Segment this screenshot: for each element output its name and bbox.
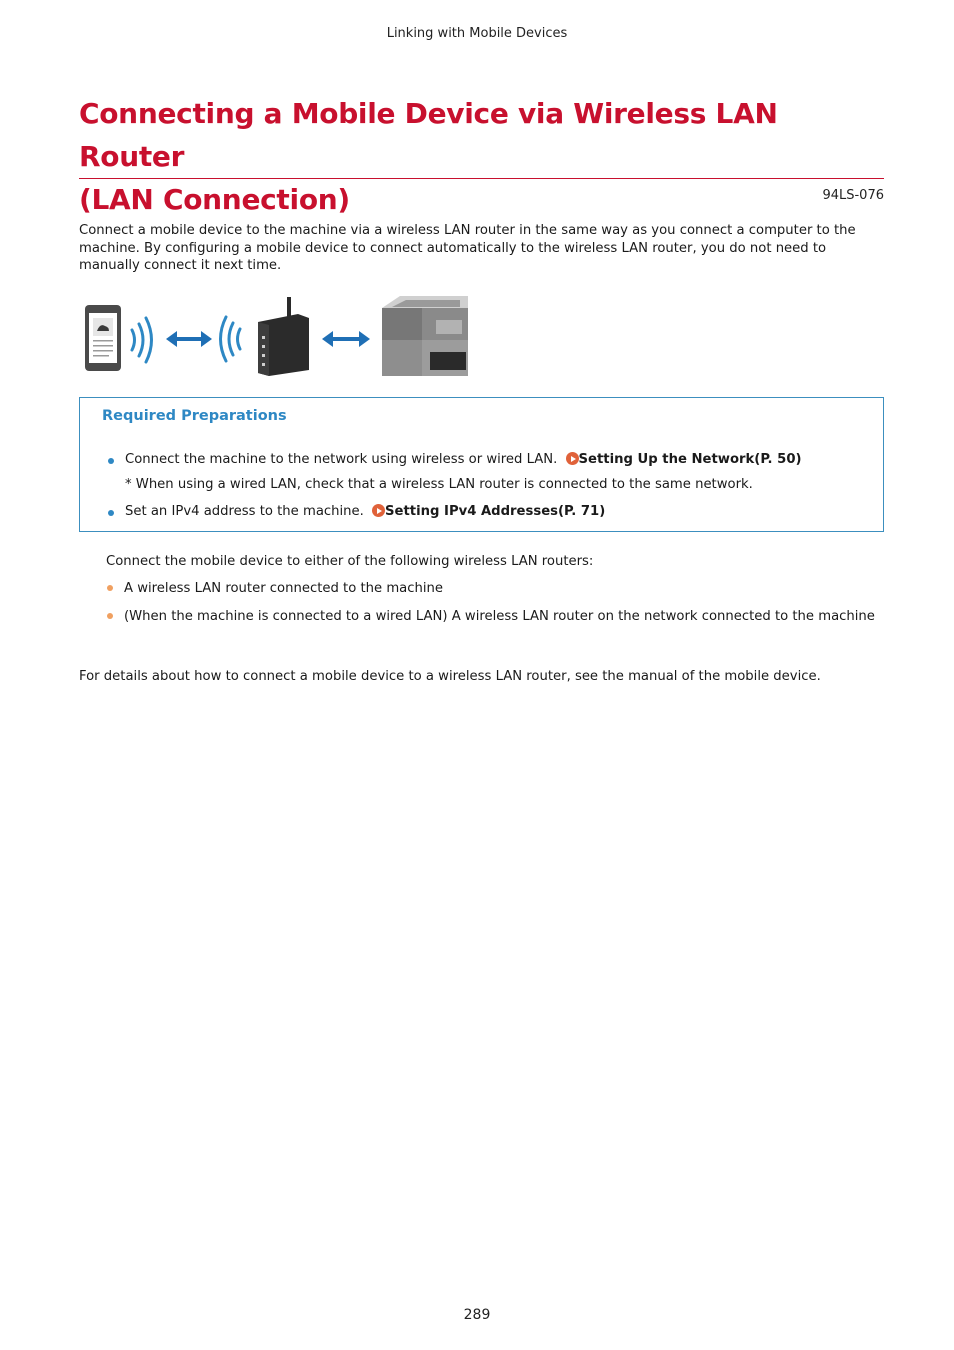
preparation-item [125, 451, 802, 469]
bullet-icon [107, 613, 113, 619]
page-title-line-2: (LAN Connection) [79, 183, 350, 216]
required-preparations-box [79, 397, 884, 532]
router-list-item [124, 606, 881, 627]
double-arrow-left-icon [166, 331, 212, 347]
bullet-icon [108, 458, 114, 464]
link-setting-up-network[interactable]: Setting Up the Network(P. 50) [578, 452, 802, 467]
link-arrow-icon[interactable] [566, 452, 579, 465]
title-divider [79, 178, 884, 179]
bullet-icon [107, 585, 113, 591]
routers-lead-text: Connect the mobile device to either of the following wireless LAN routers: [106, 554, 594, 569]
bullet-icon [108, 510, 114, 516]
printer-icon [382, 296, 468, 376]
preparation-item-text: Connect the machine to the network using wireless or wired LAN. [125, 452, 558, 467]
page-number: 289 [463, 1307, 491, 1323]
connection-diagram [80, 294, 474, 380]
router-list-item [124, 578, 881, 599]
smartphone-icon [85, 305, 121, 371]
required-preparations-title: Required Preparations [102, 408, 287, 424]
page-title [79, 92, 884, 221]
preparation-note: * When using a wired LAN, check that a wireless LAN router is connected to the same network. [125, 477, 753, 492]
router-wifi-waves-icon [221, 317, 241, 361]
document-code: 94LS-076 [822, 188, 884, 203]
double-arrow-right-icon [322, 331, 370, 347]
preparation-item-text: Set an IPv4 address to the machine. [125, 504, 364, 519]
footer-note: For details about how to connect a mobile device to a wireless LAN router, see the manual of the mobile device. [79, 669, 821, 684]
phone-wifi-waves-icon [132, 318, 152, 362]
preparation-item [125, 503, 605, 521]
link-arrow-icon[interactable] [372, 504, 385, 517]
router-list-item-text: (When the machine is connected to a wired LAN) A wireless LAN router on the network connected to the machine [124, 609, 875, 624]
running-header: Linking with Mobile Devices [386, 26, 568, 41]
link-setting-ipv4-addresses[interactable]: Setting IPv4 Addresses(P. 71) [385, 504, 606, 519]
wireless-router-icon [258, 297, 309, 376]
page-title-line-1: Connecting a Mobile Device via Wireless LAN Router [79, 97, 778, 173]
router-list-item-text: A wireless LAN router connected to the machine [124, 581, 443, 596]
intro-paragraph: Connect a mobile device to the machine via a wireless LAN router in the same way as you connect a computer to the machine. By configuring a mobile device to connect automatically to the wireless LAN router, you do not need to manually connect it next time. [79, 223, 856, 274]
